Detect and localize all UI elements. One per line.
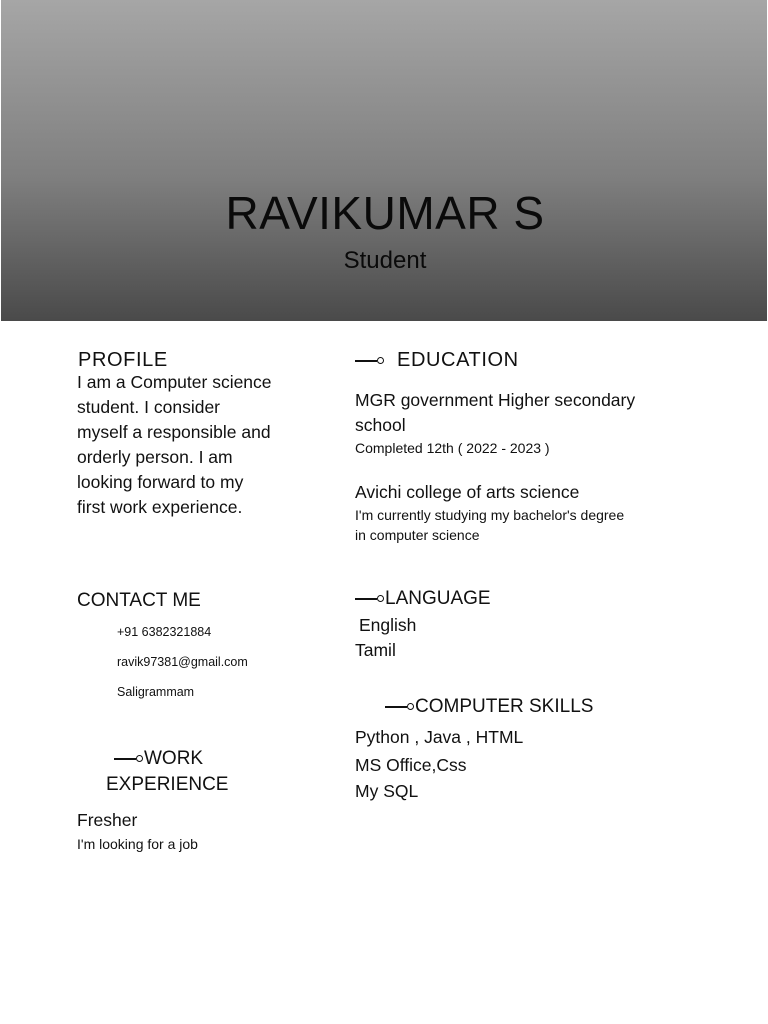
skills-heading-label: COMPUTER SKILLS bbox=[415, 696, 594, 717]
timeline-pin-icon bbox=[385, 702, 415, 712]
language-heading bbox=[355, 588, 491, 610]
education-school: school bbox=[355, 415, 406, 435]
profile-text bbox=[77, 370, 272, 520]
education-school: Avichi college of arts science bbox=[355, 482, 580, 502]
skill-item: MS Office,Css bbox=[355, 755, 467, 775]
language-item: English bbox=[359, 615, 417, 635]
skills-heading bbox=[385, 696, 593, 718]
timeline-pin-icon bbox=[114, 754, 144, 764]
timeline-pin-icon bbox=[355, 594, 385, 604]
profile-line: student. I consider bbox=[77, 397, 220, 417]
profile-line: orderly person. I am bbox=[77, 447, 233, 467]
education-heading bbox=[355, 349, 519, 372]
education-heading-label: EDUCATION bbox=[397, 349, 519, 371]
contact-email: ravik97381@gmail.com bbox=[117, 655, 248, 669]
profile-heading: PROFILE bbox=[78, 349, 168, 371]
profile-line: looking forward to my bbox=[77, 472, 244, 492]
work-detail: I'm looking for a job bbox=[77, 836, 198, 852]
resume-role: Student bbox=[343, 247, 427, 274]
education-detail-line: I'm currently studying my bachelor's degree bbox=[355, 507, 625, 523]
language-heading-label: LANGUAGE bbox=[385, 588, 491, 609]
timeline-pin-icon bbox=[355, 356, 397, 366]
work-title: Fresher bbox=[77, 810, 138, 830]
education-detail-line: in computer science bbox=[355, 527, 480, 543]
contact-phone: +91 6382321884 bbox=[117, 625, 212, 639]
work-heading bbox=[114, 748, 203, 770]
skill-item: My SQL bbox=[355, 781, 419, 801]
work-heading-line1: WORK bbox=[144, 748, 204, 769]
profile-line: myself a responsible and bbox=[77, 422, 271, 442]
education-detail: Completed 12th ( 2022 - 2023 ) bbox=[355, 440, 550, 456]
education-school: MGR government Higher secondary bbox=[355, 390, 636, 410]
contact-heading: CONTACT ME bbox=[77, 590, 201, 611]
profile-line: I am a Computer science bbox=[77, 372, 272, 392]
language-item: Tamil bbox=[355, 640, 396, 660]
contact-location: Saligrammam bbox=[117, 685, 195, 699]
profile-line: first work experience. bbox=[77, 497, 243, 517]
education-entry bbox=[355, 388, 635, 438]
skill-item: Python , Java , HTML bbox=[355, 727, 524, 747]
resume-name: RAVIKUMAR S bbox=[225, 187, 545, 239]
header-banner bbox=[1, 0, 767, 321]
work-heading-line2: EXPERIENCE bbox=[106, 774, 229, 795]
education-detail bbox=[355, 505, 624, 545]
